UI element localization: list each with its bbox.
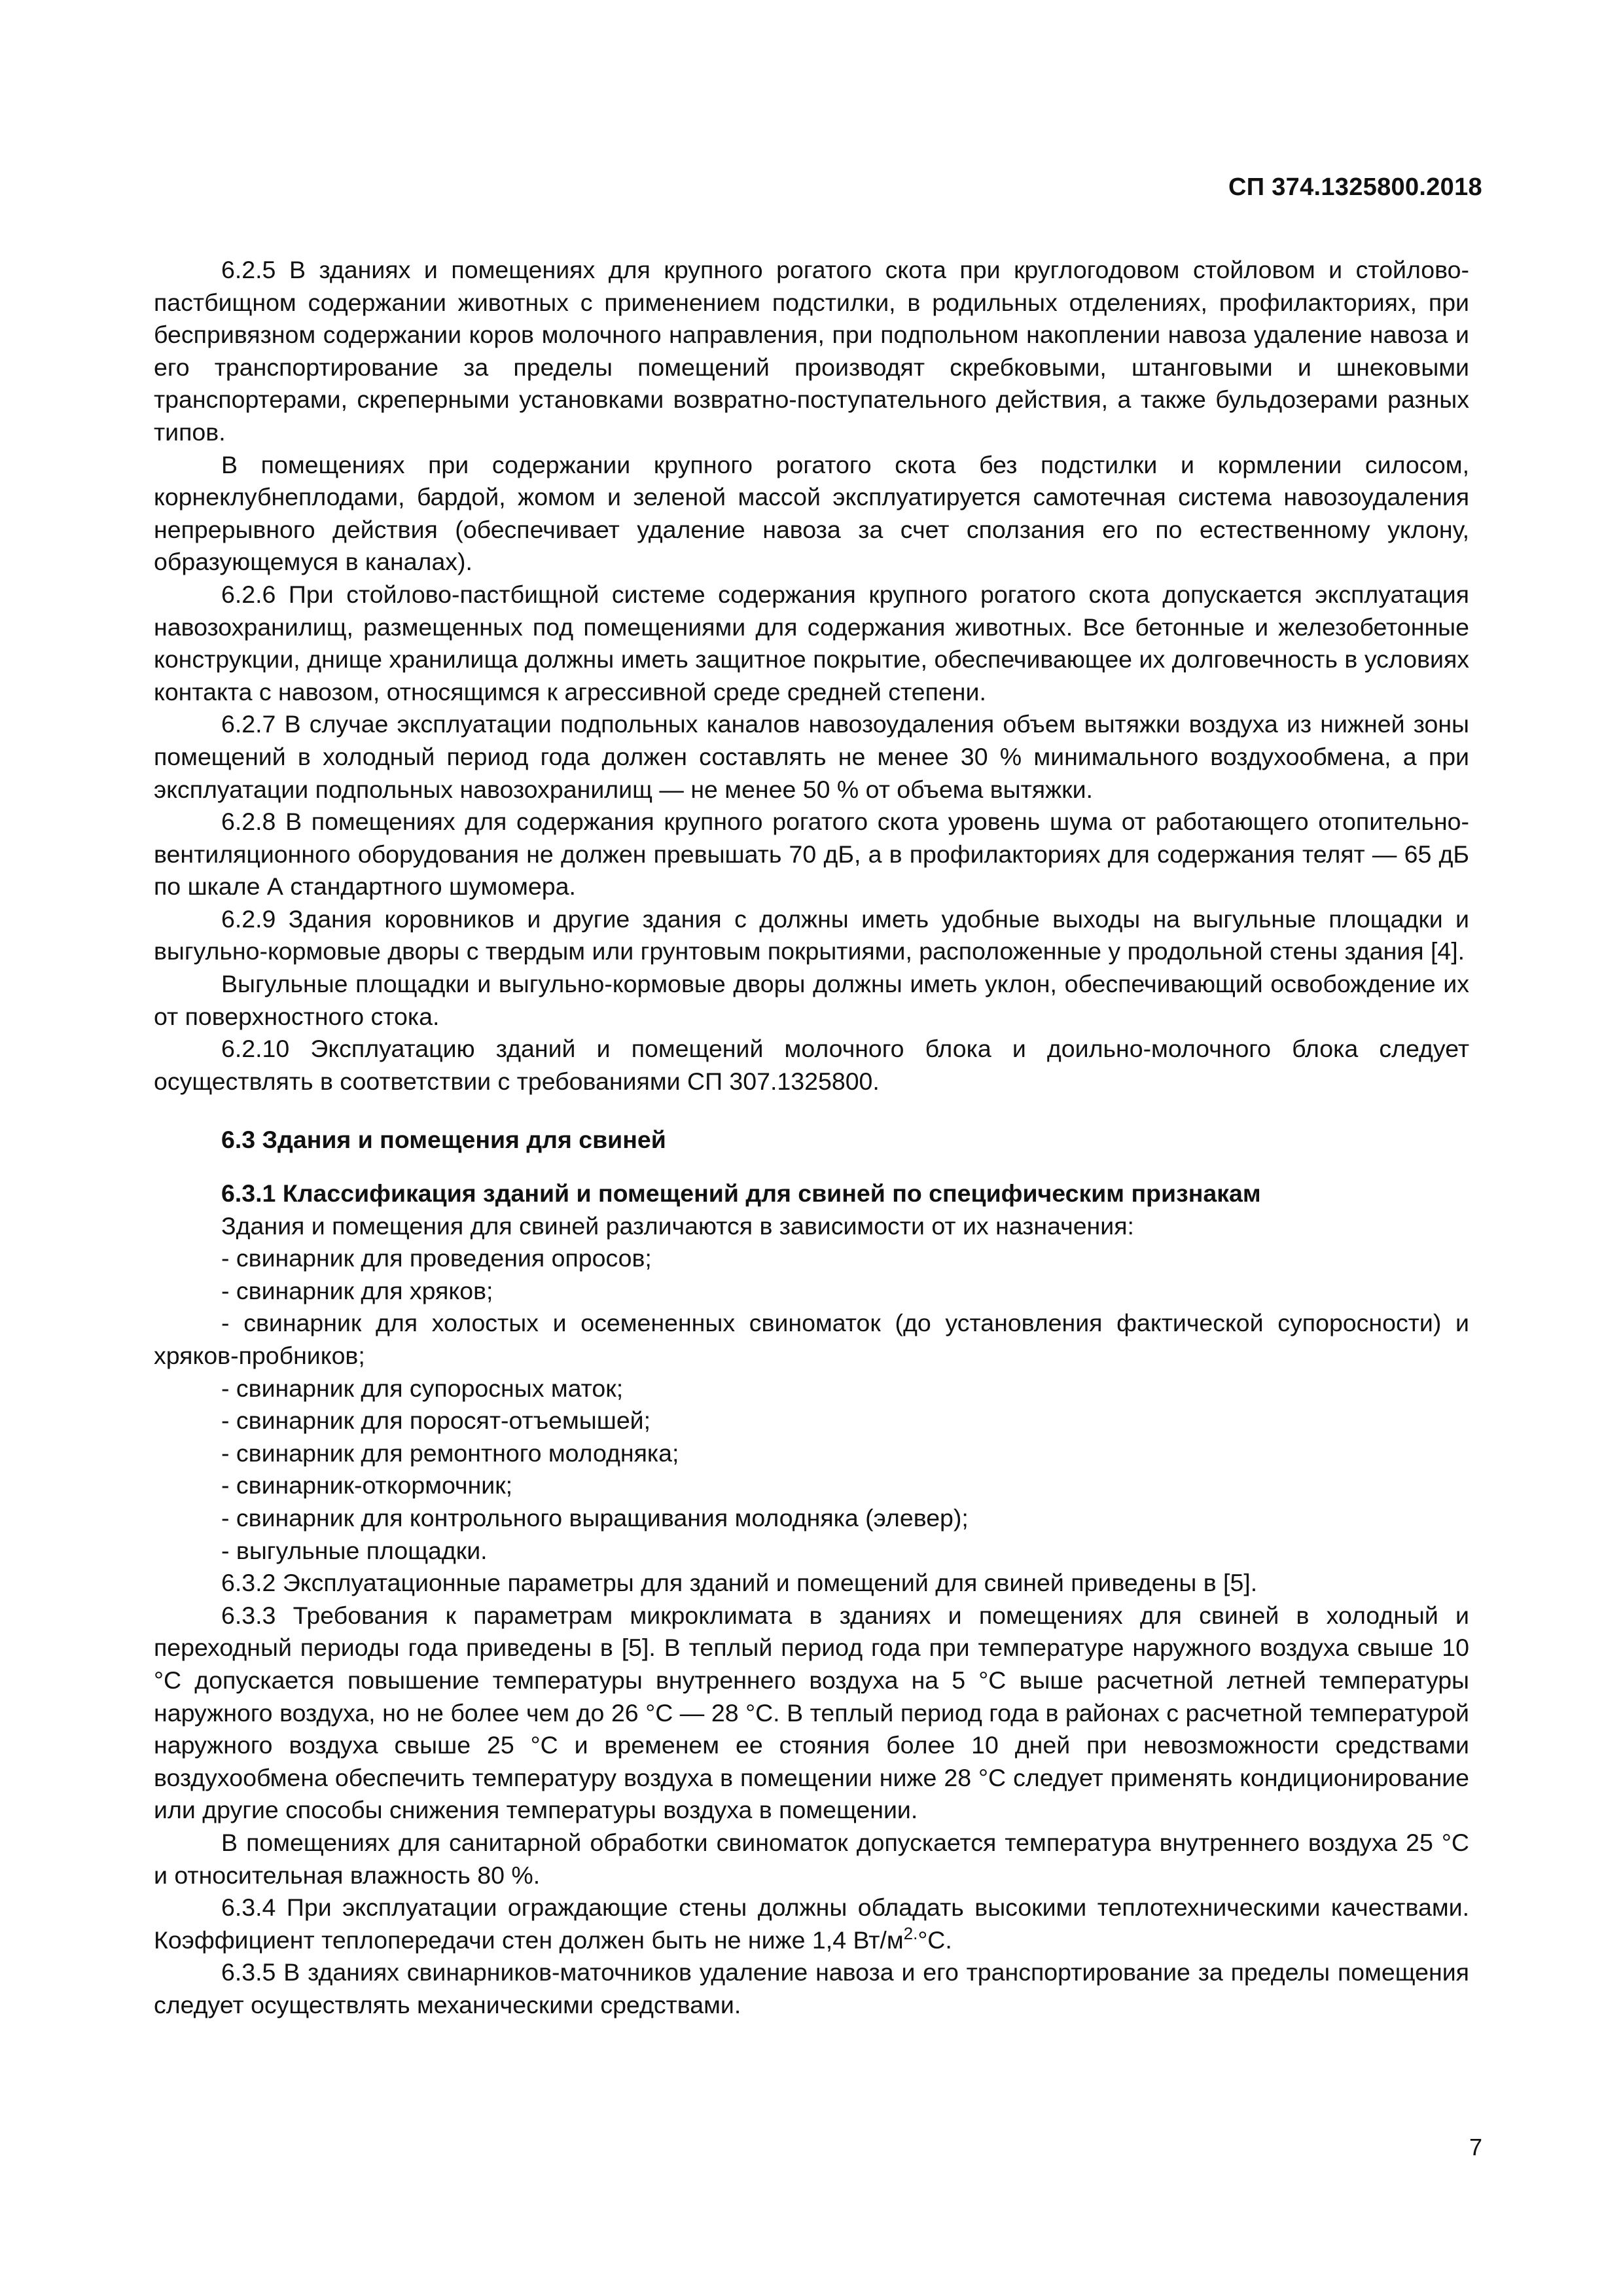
list-item: - свинарник-откормочник; [221, 1471, 513, 1499]
paragraph-6-3-4-text: 6.3.4 При эксплуатации ограждающие стены должны обладать высокими теплотехническими качествами. Коэффициент теплопередачи стен должен быть не ниже 1,4 Вт/м [154, 1893, 1469, 1954]
paragraph-6-2-5: 6.2.5 В зданиях и помещениях для крупного рогатого скота при круглогодовом стойловом и стойлово-пастбищном содержании животных с применением подстилки, в родильных отделениях, профилакториях, при беспривязном содержании коров молочного направления, при подпольном накоплении навоза удаление навоза и его транспортирование за пределы помещений производят скребковыми, штанговыми и шнековыми транспортерами, скреперными установками возвратно-поступательного действия, а также бульдозерами разных типов. [154, 256, 1469, 446]
paragraph-6-3-4 [154, 1892, 1469, 1956]
square-superscript: 2. [903, 1923, 918, 1943]
paragraph-sanitary-treatment: В помещениях для санитарной обработки свиноматок допускается температура внутреннего воздуха 25 °С и относительная влажность 80 %. [154, 1828, 1469, 1889]
paragraph-6-3-2: 6.3.2 Эксплуатационные параметры для зданий и помещений для свиней приведены в [5]. [221, 1569, 1258, 1597]
subsection-heading-6-3-1: 6.3.1 Классификация зданий и помещений для свиней по специфическим признакам [221, 1179, 1261, 1208]
list-item: - выгульные площадки. [221, 1536, 488, 1564]
paragraph-6-2-7: 6.2.7 В случае эксплуатации подпольных каналов навозоудаления объем вытяжки воздуха из нижней зоны помещений в холодный период года должен составлять не менее 30 % минимального воздухообмена, а при эксплуатации подпольных навозохранилищ — не менее 50 % от объема вытяжки. [154, 710, 1469, 803]
document-code-header: СП 374.1325800.2018 [1228, 173, 1482, 201]
list-item: - свинарник для ремонтного молодняка; [221, 1439, 679, 1467]
list-item: - свинарник для контрольного выращивания молодняка (элевер); [221, 1503, 969, 1532]
paragraph-6-3-5: 6.3.5 В зданиях свинарников-маточников удаление навоза и его транспортирование за пределы помещения следует осуществлять механическими средствами. [154, 1958, 1469, 2018]
paragraph-6-2-9: 6.2.9 Здания коровников и другие здания с должны иметь удобные выходы на выгульные площадки и выгульно-кормовые дворы с твердым или грунтовым покрытиями, расположенные у продольной стены здания [4]. [154, 905, 1469, 965]
list-item: - свинарник для холостых и осемененных свиноматок (до установления фактической супоросности) и хряков-пробников; [154, 1309, 1469, 1369]
paragraph-6-2-10: 6.2.10 Эксплуатацию зданий и помещений молочного блока и доильно-молочного блока следует осуществлять в соответствии с требованиями СП 307.1325800. [154, 1035, 1469, 1095]
list-item: - свинарник для проведения опросов; [221, 1244, 652, 1272]
list-item: - свинарник для поросят-отъемышей; [221, 1407, 651, 1435]
paragraph-manure-removal-no-bedding: В помещениях при содержании крупного рогатого скота без подстилки и кормлении силосом, корнеклубнеплодами, бардой, жомом и зеленой массой эксплуатируется самотечная система навозоудаления непрерывного действия (обеспечивает удаление навоза за счет сползания его по естественному уклону, образующемуся в каналах). [154, 450, 1469, 576]
document-body [154, 254, 1469, 2021]
paragraph-6-3-4-unit: °С. [918, 1926, 952, 1954]
paragraph-walking-areas: Выгульные площадки и выгульно-кормовые дворы должны иметь уклон, обеспечивающий освобождение их от поверхностного стока. [154, 970, 1469, 1030]
paragraph-6-2-6: 6.2.6 При стойлово-пастбищной системе содержания крупного рогатого скота допускается эксплуатация навозохранилищ, размещенных под помещениями для содержания животных. Все бетонные и железобетонные конструкции, днище хранилища должны иметь защитное покрытие, обеспечивающее их долговечность в условиях контакта с навозом, относящимся к агрессивной среде средней степени. [154, 580, 1469, 706]
paragraph-6-3-3: 6.3.3 Требования к параметрам микроклимата в зданиях и помещениях для свиней в холодный и переходный периоды года приведены в [5]. В теплый период года при температуре наружного воздуха свыше 10 °С допускается повышение температуры внутреннего воздуха на 5 °С выше расчетной летней температуры наружного воздуха, но не более чем до 26 °С — 28 °С. В теплый период года в районах с расчетной температурой наружного воздуха свыше 25 °С и временем ее стояния более 10 дней при невозможности средствами воздухообмена обеспечить температуру воздуха в помещении ниже 28 °С следует применять кондиционирование или другие способы снижения температуры воздуха в помещении. [154, 1601, 1469, 1824]
list-item: - свинарник для хряков; [221, 1276, 493, 1304]
list-item: - свинарник для супоросных маток; [221, 1374, 624, 1402]
section-heading-6-3: 6.3 Здания и помещения для свиней [221, 1126, 666, 1154]
paragraph-6-2-8: 6.2.8 В помещениях для содержания крупного рогатого скота уровень шума от работающего отопительно-вентиляционного оборудования не должен превышать 70 дБ, а в профилакториях для содержания телят — 65 дБ по шкале А стандартного шумомера. [154, 808, 1469, 901]
page-number: 7 [1469, 2134, 1482, 2161]
classification-intro: Здания и помещения для свиней различаются в зависимости от их назначения: [221, 1211, 1134, 1240]
